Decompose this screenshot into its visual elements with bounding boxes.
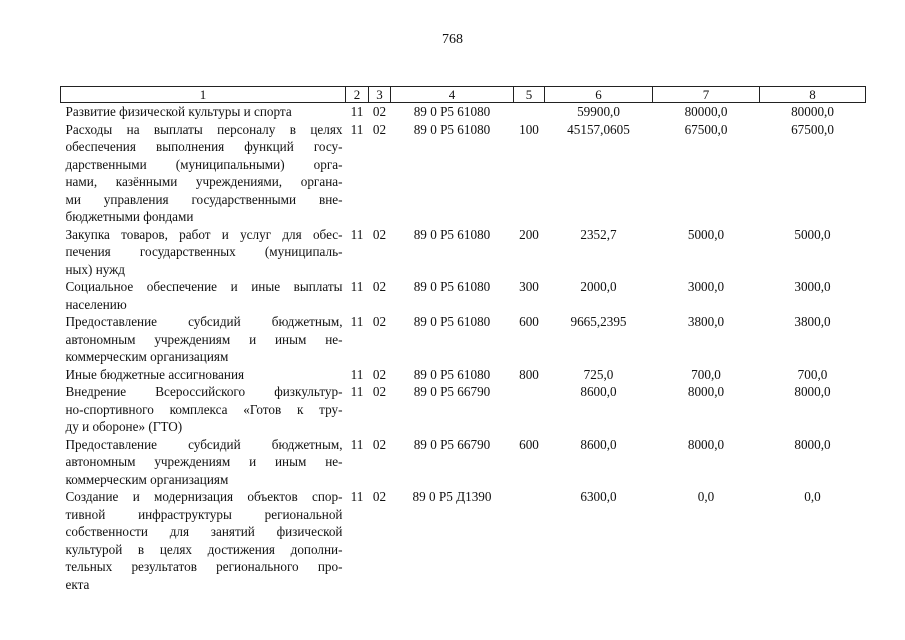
- row-name: [61, 313, 346, 366]
- row-expense-type: 300: [519, 279, 539, 294]
- row-name-line: обеспечения выполнения функций госу-: [65, 139, 343, 154]
- header-col-2: 2: [346, 87, 369, 103]
- row-name-line: ных) нужд: [65, 261, 125, 277]
- row-name: [61, 278, 346, 313]
- row-amount-col7: 3800,0: [687, 314, 725, 329]
- row-expense-type: [514, 383, 545, 436]
- row-name-line: Закупка товаров, работ и услуг для обес-: [65, 226, 343, 242]
- row-name-line: коммерческим организациям: [65, 349, 229, 364]
- row-name-line: Социальное обеспечение и иные выплаты: [65, 279, 343, 294]
- row-expense-type: [514, 488, 545, 593]
- row-name-line: тивной инфраструктуры региональной: [65, 506, 343, 522]
- row-section: 11: [350, 121, 364, 137]
- row-name: [61, 226, 346, 279]
- row-expense-type: 200: [519, 226, 539, 242]
- header-col-5: 5: [514, 87, 545, 103]
- budget-table: [60, 86, 866, 593]
- row-target-code: 89 0 P5 61080: [413, 279, 491, 294]
- header-row: [61, 87, 866, 103]
- row-name-line: Предоставление субсидий бюджетным,: [65, 314, 343, 329]
- row-amount-col6: 2352,7: [580, 226, 617, 242]
- row-name-line: ду и обороне» (ГТО): [65, 419, 183, 434]
- row-amount-col6: 9665,2395: [570, 314, 627, 329]
- row-amount-col7: 700,0: [691, 366, 721, 382]
- row-expense-type: 100: [519, 121, 539, 137]
- row-name-line: ми управления государственными вне-: [65, 191, 343, 207]
- row-name-line: Предоставление субсидий бюджетным,: [65, 436, 343, 452]
- table-row: [61, 488, 866, 593]
- row-name: [61, 488, 346, 593]
- table-body: [61, 103, 866, 594]
- row-expense-type: 800: [519, 366, 539, 382]
- row-name-line: дарственными (муниципальными) орга-: [65, 156, 343, 172]
- row-name-line: Развитие физической культуры и спорта: [65, 104, 292, 119]
- row-name-line: нами, казёнными учреждениями, органа-: [65, 174, 343, 189]
- row-subsection: 02: [372, 314, 387, 329]
- row-name-line: печения государственных (муниципаль-: [65, 244, 343, 259]
- table-row: [61, 121, 866, 226]
- header-col-1: 1: [61, 87, 346, 103]
- table-row: [61, 366, 866, 384]
- row-amount-col8: 8000,0: [794, 384, 831, 399]
- table-row: [61, 313, 866, 366]
- row-section: 11: [350, 226, 364, 242]
- header-col-6: 6: [545, 87, 653, 103]
- row-section: 11: [350, 104, 364, 119]
- table-header: [61, 87, 866, 103]
- row-expense-type: 600: [519, 314, 539, 329]
- row-amount-col6: 45157,0605: [567, 121, 630, 137]
- row-subsection: 02: [372, 436, 387, 452]
- row-amount-col6: 59900,0: [577, 104, 620, 119]
- row-target-code: 89 0 P5 66790: [413, 436, 491, 452]
- row-amount-col8: 3000,0: [794, 279, 831, 294]
- row-target-code: 89 0 P5 61080: [413, 226, 491, 242]
- row-amount-col8: 67500,0: [791, 121, 834, 137]
- table-row: [61, 383, 866, 436]
- row-amount-col7: 3000,0: [687, 279, 725, 294]
- row-subsection: 02: [372, 366, 387, 382]
- row-amount-col6: 2000,0: [580, 279, 617, 294]
- row-target-code: 89 0 P5 61080: [413, 314, 491, 329]
- row-amount-col8: 8000,0: [794, 436, 831, 452]
- row-section: 11: [350, 436, 364, 452]
- row-subsection: 02: [372, 104, 387, 119]
- row-section: 11: [350, 384, 364, 399]
- header-col-3: 3: [369, 87, 391, 103]
- row-name-line: Расходы на выплаты персоналу в целях: [65, 121, 343, 137]
- row-amount-col7: 0,0: [697, 489, 715, 504]
- row-expense-type: 600: [519, 436, 539, 452]
- row-amount-col8: 0,0: [804, 489, 821, 504]
- row-name: [61, 121, 346, 226]
- row-name-line: екта: [65, 576, 90, 592]
- row-target-code: 89 0 P5 61080: [413, 104, 491, 119]
- row-subsection: 02: [372, 384, 387, 399]
- row-name-line: населению: [65, 296, 127, 312]
- row-target-code: 89 0 P5 Д1390: [412, 489, 492, 504]
- row-name: [61, 383, 346, 436]
- header-col-4: 4: [391, 87, 514, 103]
- row-amount-col8: 700,0: [797, 366, 828, 382]
- row-amount-col6: 6300,0: [580, 489, 617, 504]
- row-amount-col6: 725,0: [583, 366, 614, 382]
- table-row: [61, 436, 866, 489]
- row-section: 11: [350, 366, 364, 382]
- row-name-line: тельных результатов регионального про-: [65, 559, 343, 574]
- row-amount-col8: 80000,0: [791, 104, 834, 119]
- table-row: [61, 226, 866, 279]
- row-target-code: 89 0 P5 61080: [413, 121, 491, 137]
- row-amount-col8: 3800,0: [794, 314, 831, 329]
- row-name-line: коммерческим организациям: [65, 471, 229, 487]
- row-name-line: бюджетными фондами: [65, 209, 194, 224]
- row-name: [61, 366, 346, 384]
- row-subsection: 02: [372, 489, 387, 504]
- row-section: 11: [350, 279, 364, 294]
- row-amount-col6: 8600,0: [580, 384, 617, 399]
- row-amount-col7: 80000,0: [684, 104, 728, 119]
- row-amount-col7: 67500,0: [684, 121, 728, 137]
- row-section: 11: [350, 314, 364, 329]
- header-col-7: 7: [653, 87, 760, 103]
- row-name-line: автономным учреждениям и иным не-: [65, 331, 343, 347]
- row-target-code: 89 0 P5 61080: [413, 366, 491, 382]
- table-row: [61, 278, 866, 313]
- page-number: 768: [442, 32, 463, 47]
- row-name: [61, 436, 346, 489]
- row-amount-col7: 8000,0: [687, 436, 725, 452]
- row-section: 11: [350, 489, 364, 504]
- row-name-line: Внедрение Всероссийского физкультур-: [65, 384, 343, 399]
- header-col-8: 8: [760, 87, 866, 103]
- row-amount-col8: 5000,0: [794, 226, 831, 242]
- row-amount-col6: 8600,0: [580, 436, 617, 452]
- row-amount-col7: 8000,0: [687, 384, 725, 399]
- row-amount-col7: 5000,0: [687, 226, 725, 242]
- row-name-line: собственности для занятий физической: [65, 524, 343, 539]
- table-row: [61, 103, 866, 121]
- row-name: [61, 103, 346, 121]
- row-name-line: культурой в целях достижения дополни-: [65, 541, 343, 557]
- row-expense-type: [514, 103, 545, 121]
- row-subsection: 02: [372, 226, 387, 242]
- row-target-code: 89 0 P5 66790: [413, 384, 491, 399]
- row-name-line: Создание и модернизация объектов спор-: [65, 489, 343, 504]
- row-name-line: Иные бюджетные ассигнования: [65, 366, 245, 382]
- row-subsection: 02: [372, 279, 387, 294]
- row-name-line: но-спортивного комплекса «Готов к тру-: [65, 401, 343, 417]
- row-subsection: 02: [372, 121, 387, 137]
- row-name-line: автономным учреждениям и иным не-: [65, 454, 343, 469]
